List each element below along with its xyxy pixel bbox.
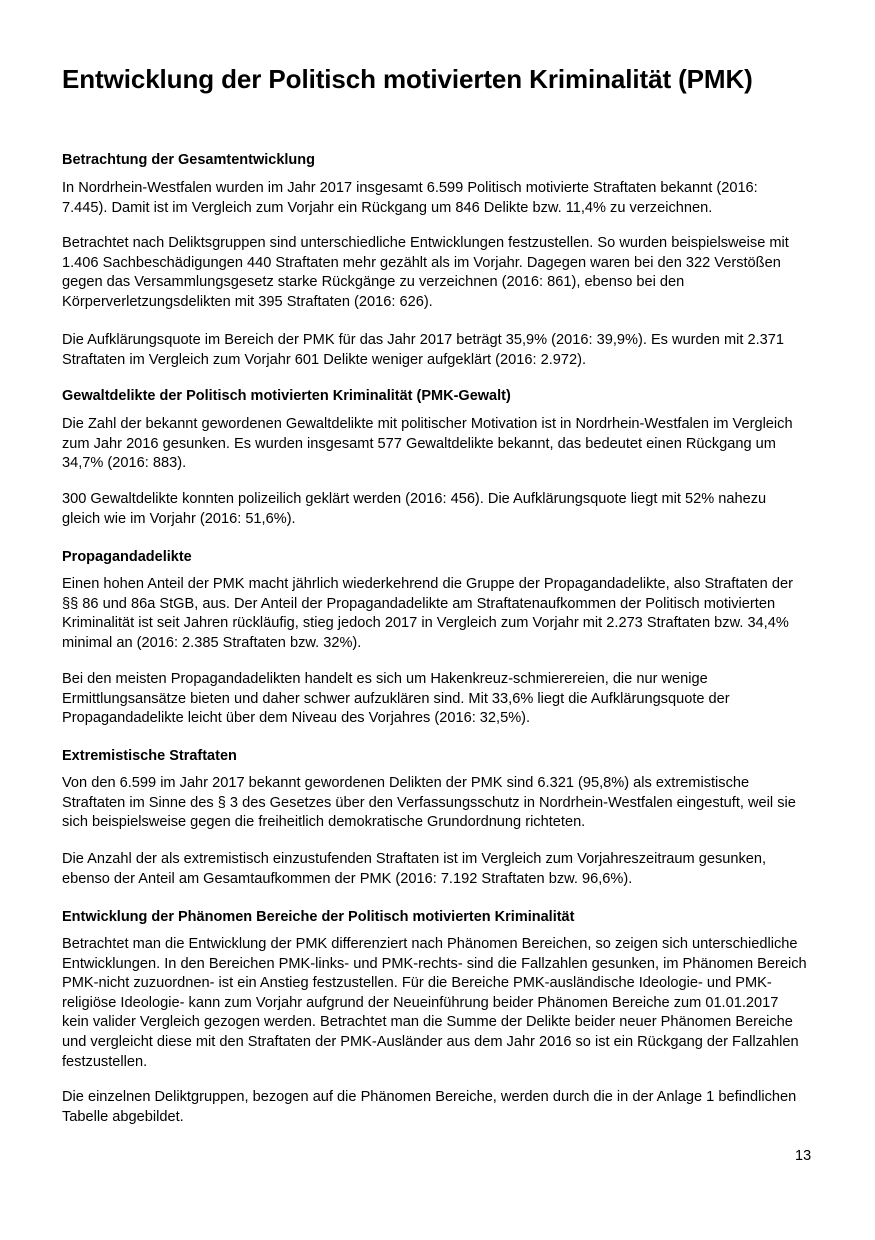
paragraph: Von den 6.599 im Jahr 2017 bekannt gewordenen Delikten der PMK sind 6.321 (95,8%) als extremistische Straftaten im Sinne des § 3 des Gesetzes über den Verfassungsschutz in Nordrhein-Westfalen eingestuft, weil sie sich beispielsweise gegen die freiheitlich demokratische Grundordnung richteten. (62, 775, 796, 831)
section-heading: Gewaltdelikte der Politisch motivierten Kriminalität (PMK-Gewalt) (62, 388, 511, 404)
paragraph: 300 Gewaltdelikte konnten polizeilich geklärt werden (2016: 456). Die Aufklärungsquote liegt mit 52% nahezu gleich wie im Vorjahr (2016: 51,6%). (62, 491, 767, 527)
section-heading: Betrachtung der Gesamtentwicklung (62, 152, 315, 168)
page-title: Entwicklung der Politisch motivierten Kriminalität (PMK) (62, 64, 753, 94)
page-number: 13 (795, 1148, 812, 1164)
paragraph: Betrachtet nach Deliktsgruppen sind unterschiedliche Entwicklungen festzustellen. So wurden beispielsweise mit 1.406 Sachbeschädigungen 440 Straftaten mehr gezählt als im Vorjahr. Dagegen waren bei den 322 Verstößen gegen das Versammlungsgesetz starke Rückgänge zu verzeichnen (2016: 861), ebenso bei den Körperverletzungsdelikten mit 395 Straftaten (2016: 626). (62, 235, 789, 310)
section-heading: Propagandadelikte (62, 549, 192, 565)
paragraph: Die Anzahl der als extremistisch einzustufenden Straftaten ist im Vergleich zum Vorjahreszeitraum gesunken, ebenso der Anteil am Gesamtaufkommen der PMK (2016: 7.192 Straftaten bzw. 96,6%). (62, 851, 767, 887)
paragraph: Bei den meisten Propagandadelikten handelt es sich um Hakenkreuz-schmierereien, die nur wenige Ermittlungsansätze bieten und daher schwer aufzuklären sind. Mit 33,6% liegt die Aufklärungsquote der Propagandadelikte leicht über dem Niveau des Vorjahres (2016: 32,5%). (62, 671, 730, 727)
paragraph: In Nordrhein-Westfalen wurden im Jahr 2017 insgesamt 6.599 Politisch motivierte Straftaten bekannt (2016: 7.445). Damit ist im Vergleich zum Vorjahr ein Rückgang um 846 Delikte bzw. 11,4% zu verzeichnen. (62, 180, 758, 216)
section-heading: Extremistische Straftaten (62, 748, 237, 764)
paragraph: Die einzelnen Deliktgruppen, bezogen auf die Phänomen Bereiche, werden durch die in der Anlage 1 befindlichen Tabelle abgebildet. (62, 1089, 797, 1125)
paragraph: Die Aufklärungsquote im Bereich der PMK für das Jahr 2017 beträgt 35,9% (2016: 39,9%). Es wurden mit 2.371 Straftaten im Vergleich zum Vorjahr 601 Delikte weniger aufgeklärt (2016: 2.972). (62, 332, 784, 368)
paragraph: Betrachtet man die Entwicklung der PMK differenziert nach Phänomen Bereichen, so zeigen sich unterschiedliche Entwicklungen. In den Bereichen PMK-links- und PMK-rechts- sind die Fallzahlen gesunken, im Phänomen Bereich PMK-nicht zuzuordnen- ist ein Anstieg festzustellen. Für die Bereiche PMK-ausländische Ideologie- und PMK-religiöse Ideologie- kann zum Vorjahr aufgrund der Neueinführung beider Phänomen Bereiche zum 01.01.2017 kein valider Vergleich gezogen werden. Betrachtet man die Summe der Delikte beider neuer Phänomen Bereiche und vergleicht diese mit den Straftaten der PMK-Ausländer aus dem Jahr 2016 so ist ein Rückgang der Fallzahlen festzustellen. (62, 936, 807, 1070)
paragraph: Einen hohen Anteil der PMK macht jährlich wiederkehrend die Gruppe der Propagandadelikte, also Straftaten der §§ 86 und 86a StGB, aus. Der Anteil der Propagandadelikte am Straftatenaufkommen der Politisch motivierten Kriminalität ist seit Jahren rückläufig, stieg jedoch 2017 in Vergleich zum Vorjahr mit 2.273 Straftaten bzw. 34,4% minimal an (2016: 2.385 Straftaten bzw. 32%). (62, 576, 793, 651)
paragraph: Die Zahl der bekannt gewordenen Gewaltdelikte mit politischer Motivation ist in Nordrhein-Westfalen im Vergleich zum Jahr 2016 gesunken. Es wurden insgesamt 577 Gewaltdelikte bekannt, das bedeutet einen Rückgang um 34,7% (2016: 883). (62, 416, 793, 472)
section-heading: Entwicklung der Phänomen Bereiche der Politisch motivierten Kriminalität (62, 909, 575, 925)
